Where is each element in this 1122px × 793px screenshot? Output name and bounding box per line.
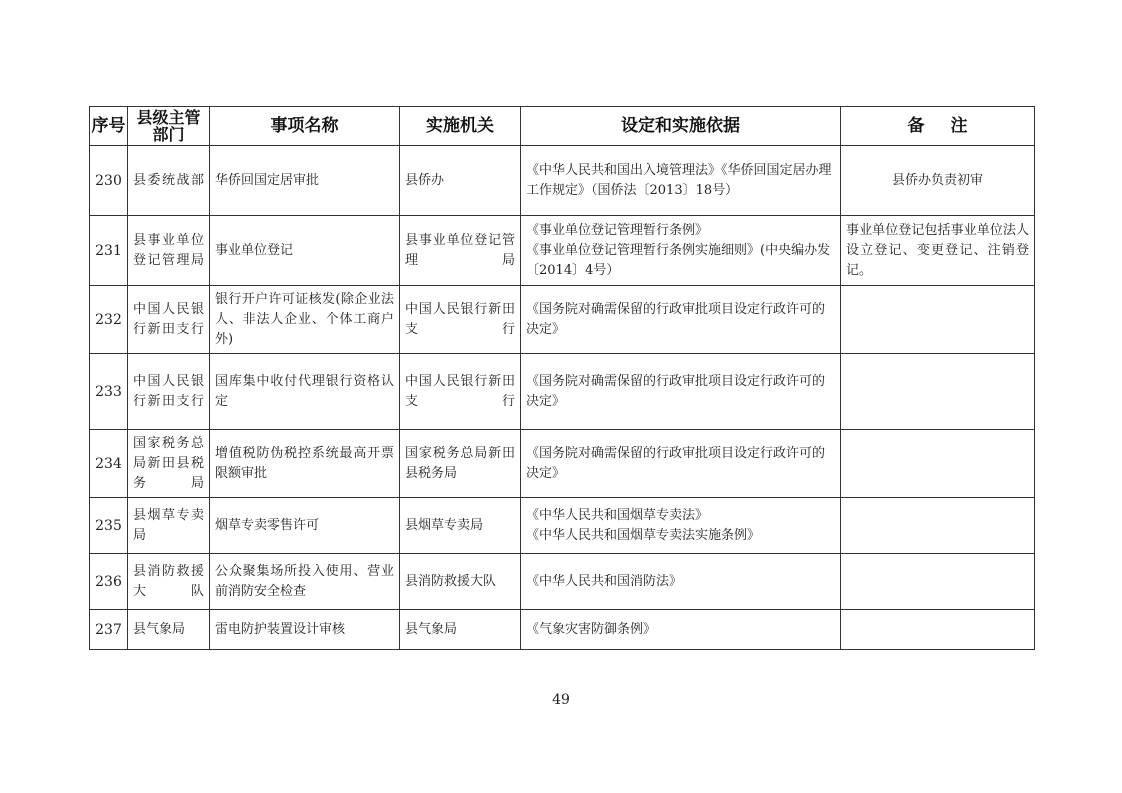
cell-dept: 县气象局 <box>128 610 210 650</box>
header-name: 事项名称 <box>210 107 400 146</box>
cell-dept: 中国人民银行新田支行 <box>128 286 210 354</box>
cell-name: 烟草专卖零售许可 <box>210 498 400 554</box>
cell-dept: 中国人民银行新田支行 <box>128 354 210 430</box>
table-row <box>90 430 1035 498</box>
approval-items-table <box>89 106 1035 650</box>
basis-line: 《中华人民共和国烟草专卖法》 《中华人民共和国烟草专卖法实施条例》 <box>526 507 761 543</box>
header-basis: 设定和实施依据 <box>521 107 841 146</box>
cell-note <box>841 610 1035 650</box>
cell-dept: 县事业单位登记管理局 <box>128 216 210 286</box>
cell-note <box>841 498 1035 554</box>
cell-name: 国库集中收付代理银行资格认定 <box>210 354 400 430</box>
page-number: 49 <box>552 692 570 708</box>
cell-seq: 236 <box>90 554 128 610</box>
cell-basis <box>521 216 841 286</box>
basis-line: 《事业单位登记管理暂行条例》 《事业单位登记管理暂行条例实施细则》(中央编办发〔2014〕4号） <box>526 222 831 278</box>
table-body <box>90 146 1035 650</box>
table-row <box>90 354 1035 430</box>
cell-basis <box>521 498 841 554</box>
table-row <box>90 286 1035 354</box>
table-row <box>90 216 1035 286</box>
table-row <box>90 498 1035 554</box>
cell-org: 县气象局 <box>400 610 521 650</box>
cell-dept: 国家税务总局新田县税务局 <box>128 430 210 498</box>
cell-name: 公众聚集场所投入使用、营业前消防安全检查 <box>210 554 400 610</box>
cell-seq: 232 <box>90 286 128 354</box>
cell-note <box>841 430 1035 498</box>
cell-dept: 县委统战部 <box>128 146 210 216</box>
header-row <box>90 107 1035 146</box>
cell-basis: 《国务院对确需保留的行政审批项目设定行政许可的决定》 <box>521 430 841 498</box>
header-org: 实施机关 <box>400 107 521 146</box>
cell-org: 国家税务总局新田县税务局 <box>400 430 521 498</box>
table-header <box>90 107 1035 146</box>
cell-org: 县消防救援大队 <box>400 554 521 610</box>
cell-note <box>841 354 1035 430</box>
cell-note <box>841 554 1035 610</box>
cell-basis: 《国务院对确需保留的行政审批项目设定行政许可的决定》 <box>521 354 841 430</box>
cell-org: 县事业单位登记管理局 <box>400 216 521 286</box>
cell-name: 雷电防护装置设计审核 <box>210 610 400 650</box>
cell-name: 增值税防伪税控系统最高开票限额审批 <box>210 430 400 498</box>
cell-name: 华侨回国定居审批 <box>210 146 400 216</box>
cell-org: 县烟草专卖局 <box>400 498 521 554</box>
cell-note <box>841 286 1035 354</box>
cell-seq: 230 <box>90 146 128 216</box>
cell-org: 县侨办 <box>400 146 521 216</box>
cell-org: 中国人民银行新田支行 <box>400 354 521 430</box>
cell-seq: 233 <box>90 354 128 430</box>
cell-dept: 县消防救援大队 <box>128 554 210 610</box>
table-row <box>90 146 1035 216</box>
table-row <box>90 554 1035 610</box>
cell-name: 银行开户许可证核发(除企业法人、非法人企业、个体工商户外) <box>210 286 400 354</box>
cell-note: 事业单位登记包括事业单位法人设立登记、变更登记、注销登记。 <box>841 216 1035 286</box>
cell-seq: 231 <box>90 216 128 286</box>
cell-basis: 《中华人民共和国出入境管理法》《华侨回国定居办理工作规定》（国侨法〔2013〕18号） <box>521 146 841 216</box>
cell-org: 中国人民银行新田支行 <box>400 286 521 354</box>
cell-seq: 235 <box>90 498 128 554</box>
cell-basis: 《中华人民共和国消防法》 <box>521 554 841 610</box>
cell-basis: 《气象灾害防御条例》 <box>521 610 841 650</box>
cell-seq: 237 <box>90 610 128 650</box>
header-note: 备注 <box>841 107 1035 146</box>
header-dept: 县级主管部门 <box>128 107 210 146</box>
header-seq: 序号 <box>90 107 128 146</box>
cell-dept: 县烟草专卖局 <box>128 498 210 554</box>
cell-basis: 《国务院对确需保留的行政审批项目设定行政许可的决定》 <box>521 286 841 354</box>
table-row <box>90 610 1035 650</box>
cell-note: 县侨办负责初审 <box>841 146 1035 216</box>
cell-name: 事业单位登记 <box>210 216 400 286</box>
cell-seq: 234 <box>90 430 128 498</box>
